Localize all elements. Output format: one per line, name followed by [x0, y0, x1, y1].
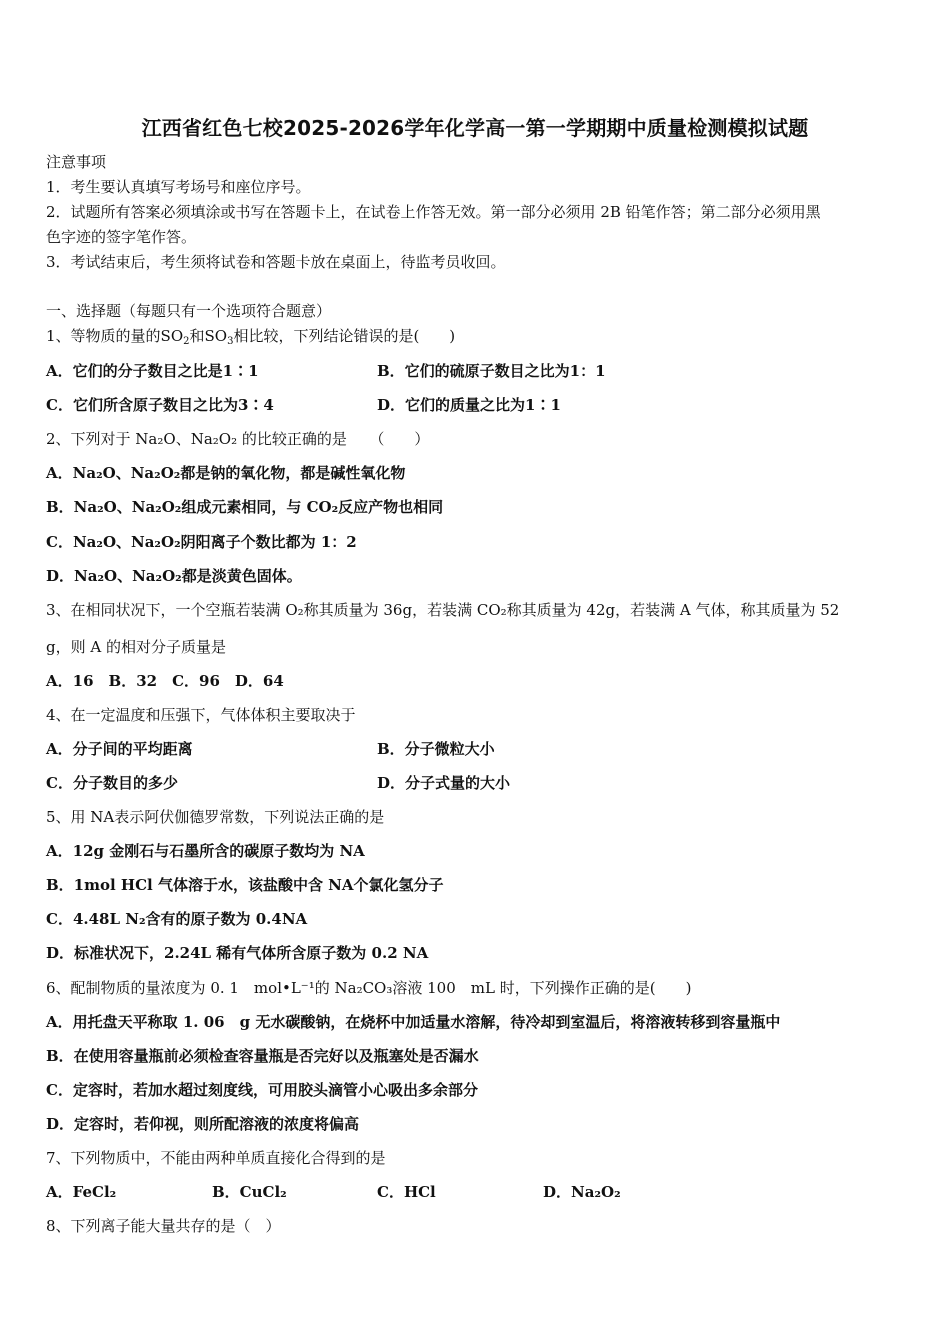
question-6-option-b: B．在使用容量瓶前必须检查容量瓶是否完好以及瓶塞处是否漏水	[46, 1047, 479, 1065]
question-1-stem: 1、等物质的量的$SO_2$和$SO_3$相比较，下列结论错误的是( )	[46, 327, 456, 347]
section-heading: 一、选择题（每题只有一个选项符合题意）	[46, 302, 332, 320]
question-6-option-d: D．定容时，若仰视，则所配溶液的浓度将偏高	[46, 1115, 360, 1133]
question-3-stem: 3、在相同状况下，一个空瓶若装满 O₂称其质量为 36g，若装满 CO₂称其质量为 42g，若装满 A 气体，称其质量为 52	[46, 601, 840, 619]
question-5-option-d: D．标准状况下，2.24L 稀有气体所含原子数为 0.2 NA	[46, 944, 429, 962]
notice-item-1: 1．考生要认真填写考场号和座位序号。	[46, 178, 311, 196]
question-5-stem: 5、用 NA表示阿伏伽德罗常数，下列说法正确的是	[46, 808, 385, 826]
question-4-option-a: A．分子间的平均距离	[46, 740, 193, 758]
question-5-option-a: A．12g 金刚石与石墨所含的碳原子数均为 NA	[46, 842, 365, 860]
question-2-option-a: A．Na₂O、Na₂O₂都是钠的氧化物，都是碱性氧化物	[46, 464, 406, 482]
question-7-stem: 7、下列物质中，不能由两种单质直接化合得到的是	[46, 1149, 386, 1167]
question-2-option-c: C．Na₂O、Na₂O₂阴阳离子个数比都为 1：2	[46, 533, 357, 551]
question-1-option-c: C．它们所含原子数目之比为3∶4	[46, 396, 274, 414]
question-3-options: A．16 B．32 C．96 D．64	[46, 672, 284, 690]
question-3-stem-cont: g，则 A 的相对分子质量是	[46, 638, 226, 656]
question-4-option-c: C．分子数目的多少	[46, 774, 178, 792]
question-7-option-a: A．FeCl₂	[46, 1183, 117, 1201]
question-2-stem: 2、下列对于 Na₂O、Na₂O₂ 的比较正确的是 （ ）	[46, 430, 430, 448]
notice-heading: 注意事项	[46, 153, 107, 171]
notice-item-3: 3．考试结束后，考生须将试卷和答题卡放在桌面上，待监考员收回。	[46, 253, 506, 271]
question-2-option-b: B．Na₂O、Na₂O₂组成元素相同，与 CO₂反应产物也相同	[46, 498, 444, 516]
question-6-option-c: C．定容时，若加水超过刻度线，可用胶头滴管小心吸出多余部分	[46, 1081, 478, 1099]
question-2-option-d: D．Na₂O、Na₂O₂都是淡黄色固体。	[46, 567, 302, 585]
question-1-option-a: A．它们的分子数目之比是1∶1	[46, 362, 259, 380]
question-4-option-d: D．分子式量的大小	[377, 774, 511, 792]
page-title: 江西省红色七校2025-2026学年化学高一第一学期期中质量检测模拟试题	[141, 116, 809, 140]
question-6-option-a: A．用托盘天平称取 1. 06 g 无水碳酸钠，在烧杯中加适量水溶解，待冷却到室温后，将溶液转移到容量瓶中	[46, 1013, 781, 1031]
question-5-option-c: C．4.48L N₂含有的原子数为 0.4NA	[46, 910, 308, 928]
question-5-option-b: B．1mol HCl 气体溶于水，该盐酸中含 NA个氯化氢分子	[46, 876, 444, 894]
question-7-option-b: B．CuCl₂	[212, 1183, 287, 1201]
question-6-stem: 6、配制物质的量浓度为 0. 1 mol•L⁻¹的 Na₂CO₃溶液 100 mL 时，下列操作正确的是( )	[46, 979, 692, 997]
question-1-option-b: B．它们的硫原子数目之比为1：1	[377, 362, 606, 380]
notice-item-2-cont: 色字迹的签字笔作答。	[46, 228, 197, 246]
notice-item-2: 2．试题所有答案必须填涂或书写在答题卡上，在试卷上作答无效。第一部分必须用 2B 铅笔作答；第二部分必须用黑	[46, 203, 821, 221]
question-4-option-b: B．分子微粒大小	[377, 740, 495, 758]
question-8-stem: 8、下列离子能大量共存的是（ ）	[46, 1217, 281, 1235]
question-1-option-d: D．它们的质量之比为1∶1	[377, 396, 561, 414]
question-7-option-d: D．Na₂O₂	[543, 1183, 621, 1201]
question-7-option-c: C．HCl	[377, 1183, 436, 1201]
question-4-stem: 4、在一定温度和压强下，气体体积主要取决于	[46, 706, 356, 724]
